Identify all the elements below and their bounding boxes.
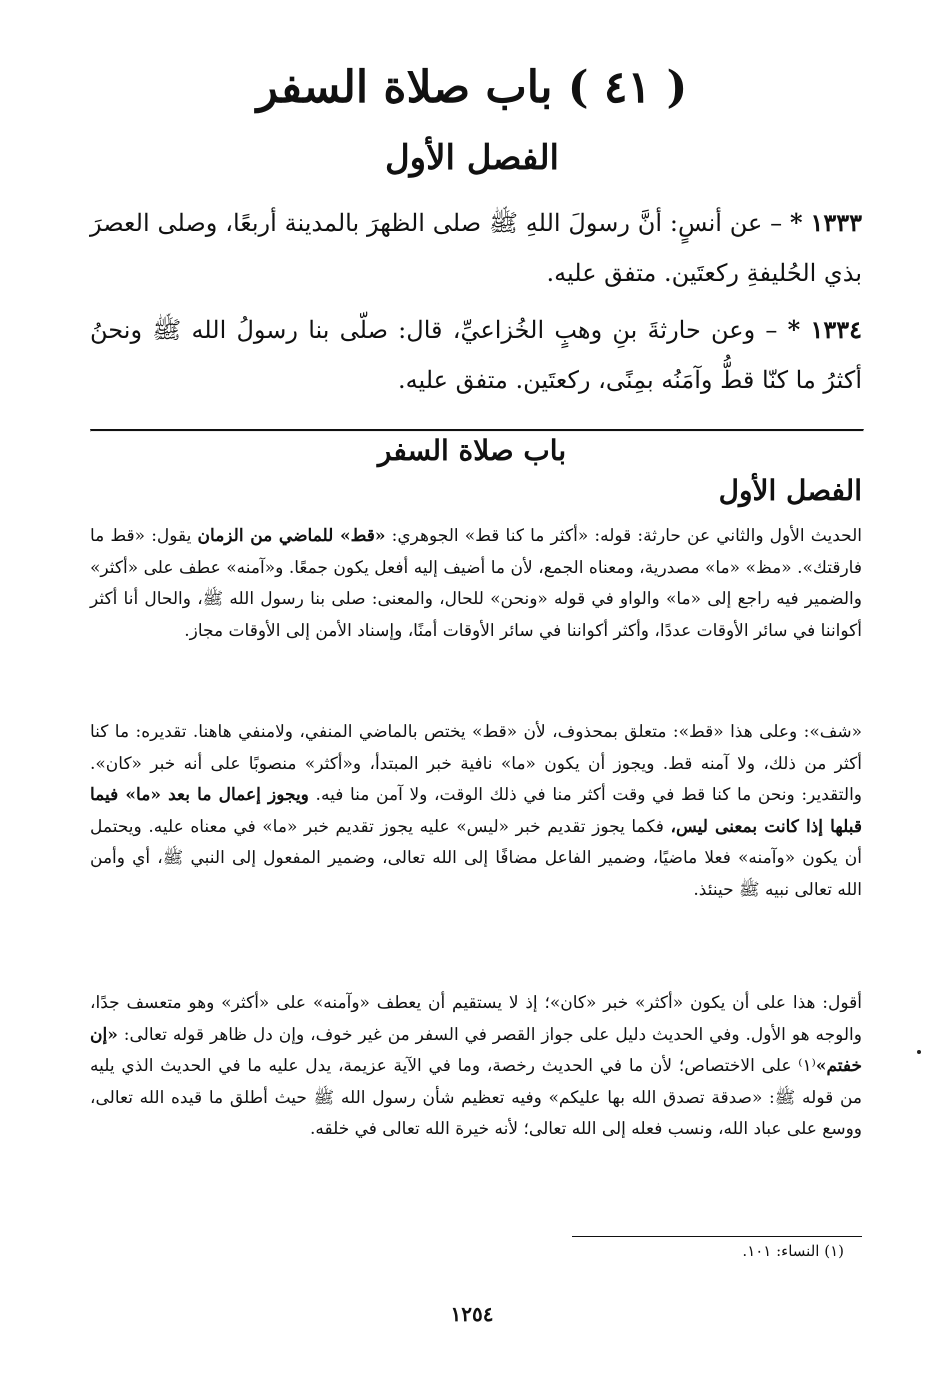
chapter-title: ( ٤١ ) باب صلاة السفر bbox=[256, 62, 688, 113]
footnote-divider bbox=[572, 1236, 862, 1237]
commentary-text: «شف»: وعلى هذا «قط»: متعلق بمحذوف، لأن «قط» يختص بالماضي المنفي، ولامنفي هاهنا. تقديره: ما كنا أكثر من ذلك، ولا آمنه قط. ويجوز أن يكون «ما» نافية خبر المبتدأ، و«أكثر» منصوبًا على أنه خبر «كان». والتقدير: ونحن ما كنا قط في وقت أكثر منا في ذلك الوقت، ولا آمن منا فيه. bbox=[90, 722, 863, 805]
hadith-number: ١٣٣٣ bbox=[810, 208, 862, 237]
commentary-text: الحديث الأول والثاني عن حارثة: قوله: «أكثر ما كنا قط» الجوهري: bbox=[385, 526, 862, 546]
footnote: (١) النساء: ١٠١. bbox=[742, 1242, 844, 1260]
hadith-text: – وعن حارثةَ بنِ وهبٍ الخُزاعيِّ، قال: صلّى بنا رسولُ الله ﷺ ونحنُ أكثرُ ما كنّا قطُّ وآمَنُه بمِنًى، ركعتَين. متفق عليه. bbox=[90, 316, 862, 394]
commentary-title: باب صلاة السفر bbox=[377, 434, 567, 467]
hadith-1333 bbox=[90, 198, 862, 298]
commentary-bold-text: ويجوز إعمال ما بعد «ما» فيما قبلها إذا كانت بمعنى ليس، bbox=[90, 785, 862, 837]
commentary-text: فكما يجوز تقديم خبر «ليس» عليه يجوز تقديم خبر «ما» في معناه عليه. ويحتمل أن يكون «وآمنه» فعلا ماضيًا، وضمير الفاعل مضافًا إلى الله تعالى، وضمير المفعول إلى النبي ﷺ، أي وأمن الله تعالى نبيه ﷺ حينئذ. bbox=[90, 816, 862, 900]
hadith-1334 bbox=[90, 305, 862, 405]
star-marker: * bbox=[787, 315, 801, 344]
commentary-section-title: الفصل الأول bbox=[718, 474, 862, 507]
commentary-paragraph-2 bbox=[90, 717, 862, 906]
commentary-paragraph-1 bbox=[90, 521, 862, 647]
commentary-bold-text: «قط» للماضي من الزمان bbox=[197, 526, 386, 546]
page-number: ١٢٥٤ bbox=[450, 1302, 494, 1326]
commentary-text: يقول: «قط ما فارقتك». «مظ» «ما» مصدرية، ومعناه الجمع، لأن ما أضيف إليه أفعل يكون جمعًا. و«آمنه» عطف على «أكثر» والضمير فيه راجع إلى «ما» والواو في قوله «ونحن» للحال، والمعنى: صلى بنا رسول الله ﷺ، والحال أنا أكثر أكواننا في سائر الأوقات عددًا، وأكثر أكواننا في سائر الأوقات أمنًا، وإسناد الأمن إلى الأوقات مجاز. bbox=[90, 526, 862, 641]
star-marker: * bbox=[790, 208, 803, 237]
commentary-text: ⁽١⁾ على الاختصاص؛ لأن ما في الحديث رخصة، وما في الآية عزيمة، يدل عليه ما في الحديث الذي يليه من قوله ﷺ: «صدقة تصدق الله بها عليكم» وفيه تعظيم شأن رسول الله ﷺ حيث أطلق ما قيده الله تعالى، ووسع على عباد الله، ونسب فعله إلى الله تعالى؛ لأنه خيرة الله تعالى في خلقه. bbox=[90, 1056, 862, 1139]
section-divider bbox=[90, 429, 864, 432]
commentary-paragraph-3 bbox=[90, 988, 862, 1146]
commentary-bold-text: «إن خفتم» bbox=[90, 1024, 862, 1076]
hadith-number: ١٣٣٤ bbox=[810, 315, 862, 344]
margin-dot bbox=[917, 1050, 921, 1054]
commentary-text: أقول: هذا على أن يكون «أكثر» خبر «كان»؛ إذ لا يستقيم أن يعطف «وآمنه» على «أكثر» وهو متعسف جدًا، والوجه هو الأول. وفي الحديث دليل على جواز القصر في السفر من غير خوف، وإن دل ظاهر قوله تعالى: bbox=[90, 993, 862, 1045]
hadith-text: – عن أنسٍ: أنَّ رسولَ اللهِ ﷺ صلى الظهرَ بالمدينة أربعًا، وصلى العصرَ بذي الحُليفةِ ركعتَين. متفق عليه. bbox=[90, 209, 862, 287]
section-title: الفصل الأول bbox=[384, 138, 560, 178]
